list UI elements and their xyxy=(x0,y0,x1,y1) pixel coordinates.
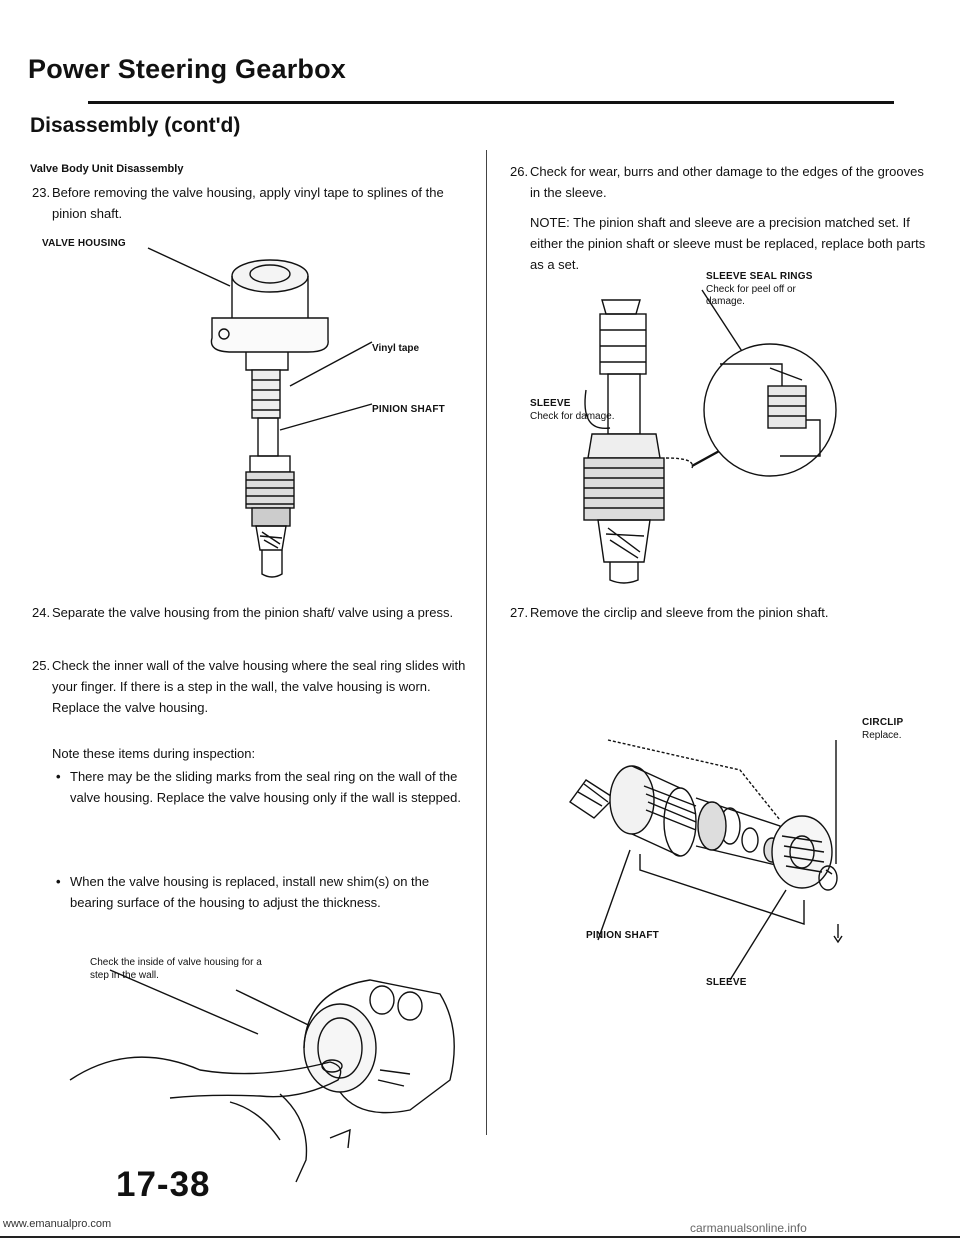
step-text: Check the inner wall of the valve housing where the seal ring slides with your finger. If there is a step in the wall, the valve housing is worn. Replace the valve housing. xyxy=(52,658,466,716)
watermark-right: carmanualsonline.info xyxy=(690,1221,807,1235)
valve-housing-illustration xyxy=(190,240,380,580)
step-number: 23. xyxy=(32,185,51,200)
watermark-left: www.emanualpro.com xyxy=(3,1218,112,1230)
note-intro: Note these items during inspection: xyxy=(52,746,256,761)
label-valve-housing: VALVE HOUSING xyxy=(42,238,126,249)
step-23 xyxy=(32,182,466,224)
step-text: Check for wear, burrs and other damage to the edges of the grooves in the sleeve. xyxy=(530,164,924,201)
step-number: 24. xyxy=(32,605,51,620)
label-pinion-shaft-2: PINION SHAFT xyxy=(586,930,659,941)
finger-check-illustration xyxy=(110,970,470,1190)
step-number: 27. xyxy=(510,605,529,620)
label-sleeve-2: SLEEVE xyxy=(706,977,747,988)
label-sleeve-seal-rings: SLEEVE SEAL RINGS xyxy=(706,271,813,282)
step-number: 25. xyxy=(32,658,51,673)
precision-note: NOTE: The pinion shaft and sleeve are a precision matched set. If either the pinion shaft or sleeve must be replaced, replace both parts as a set. xyxy=(530,215,926,273)
header-rule xyxy=(88,101,894,104)
label-circlip: CIRCLIP xyxy=(862,717,904,728)
figure-caption-finger-check: Check the inside of valve housing for a step in the wall. xyxy=(90,957,262,981)
sleeve-inspection-illustration xyxy=(570,290,870,590)
step-text: Separate the valve housing from the pinion shaft/ valve using a press. xyxy=(52,605,454,620)
step-text: Remove the circlip and sleeve from the pinion shaft. xyxy=(530,605,829,620)
page-number: 17-38 xyxy=(116,1165,211,1204)
step-27 xyxy=(510,602,934,623)
circlip-removal-illustration xyxy=(540,740,880,980)
label-circlip-note: Replace. xyxy=(862,730,902,741)
step-26 xyxy=(510,161,934,203)
column-divider xyxy=(486,150,487,1135)
bullet-item: • When the valve housing is replaced, install new shim(s) on the bearing surface of the housing to adjust the thickness. xyxy=(56,871,468,913)
section-heading: Valve Body Unit Disassembly xyxy=(30,163,184,175)
label-pinion-shaft: PINION SHAFT xyxy=(372,404,445,415)
label-vinyl-tape: Vinyl tape xyxy=(372,343,420,354)
step-25 xyxy=(32,655,466,718)
step-number: 26. xyxy=(510,164,529,179)
label-sleeve: SLEEVE xyxy=(530,398,571,409)
footer-rule xyxy=(0,1236,960,1238)
step-24 xyxy=(32,602,466,623)
page-title: Power Steering Gearbox xyxy=(28,54,346,84)
label-seal-rings-note: Check for peel off or damage. xyxy=(706,284,796,307)
step-text: Before removing the valve housing, apply vinyl tape to splines of the pinion shaft. xyxy=(52,185,444,222)
label-sleeve-note: Check for damage. xyxy=(530,411,615,422)
bullet-item: • There may be the sliding marks from the seal ring on the wall of the valve housing. Replace the valve housing only if the wall is stepped. xyxy=(56,766,468,808)
page-subtitle: Disassembly (cont'd) xyxy=(30,114,241,137)
